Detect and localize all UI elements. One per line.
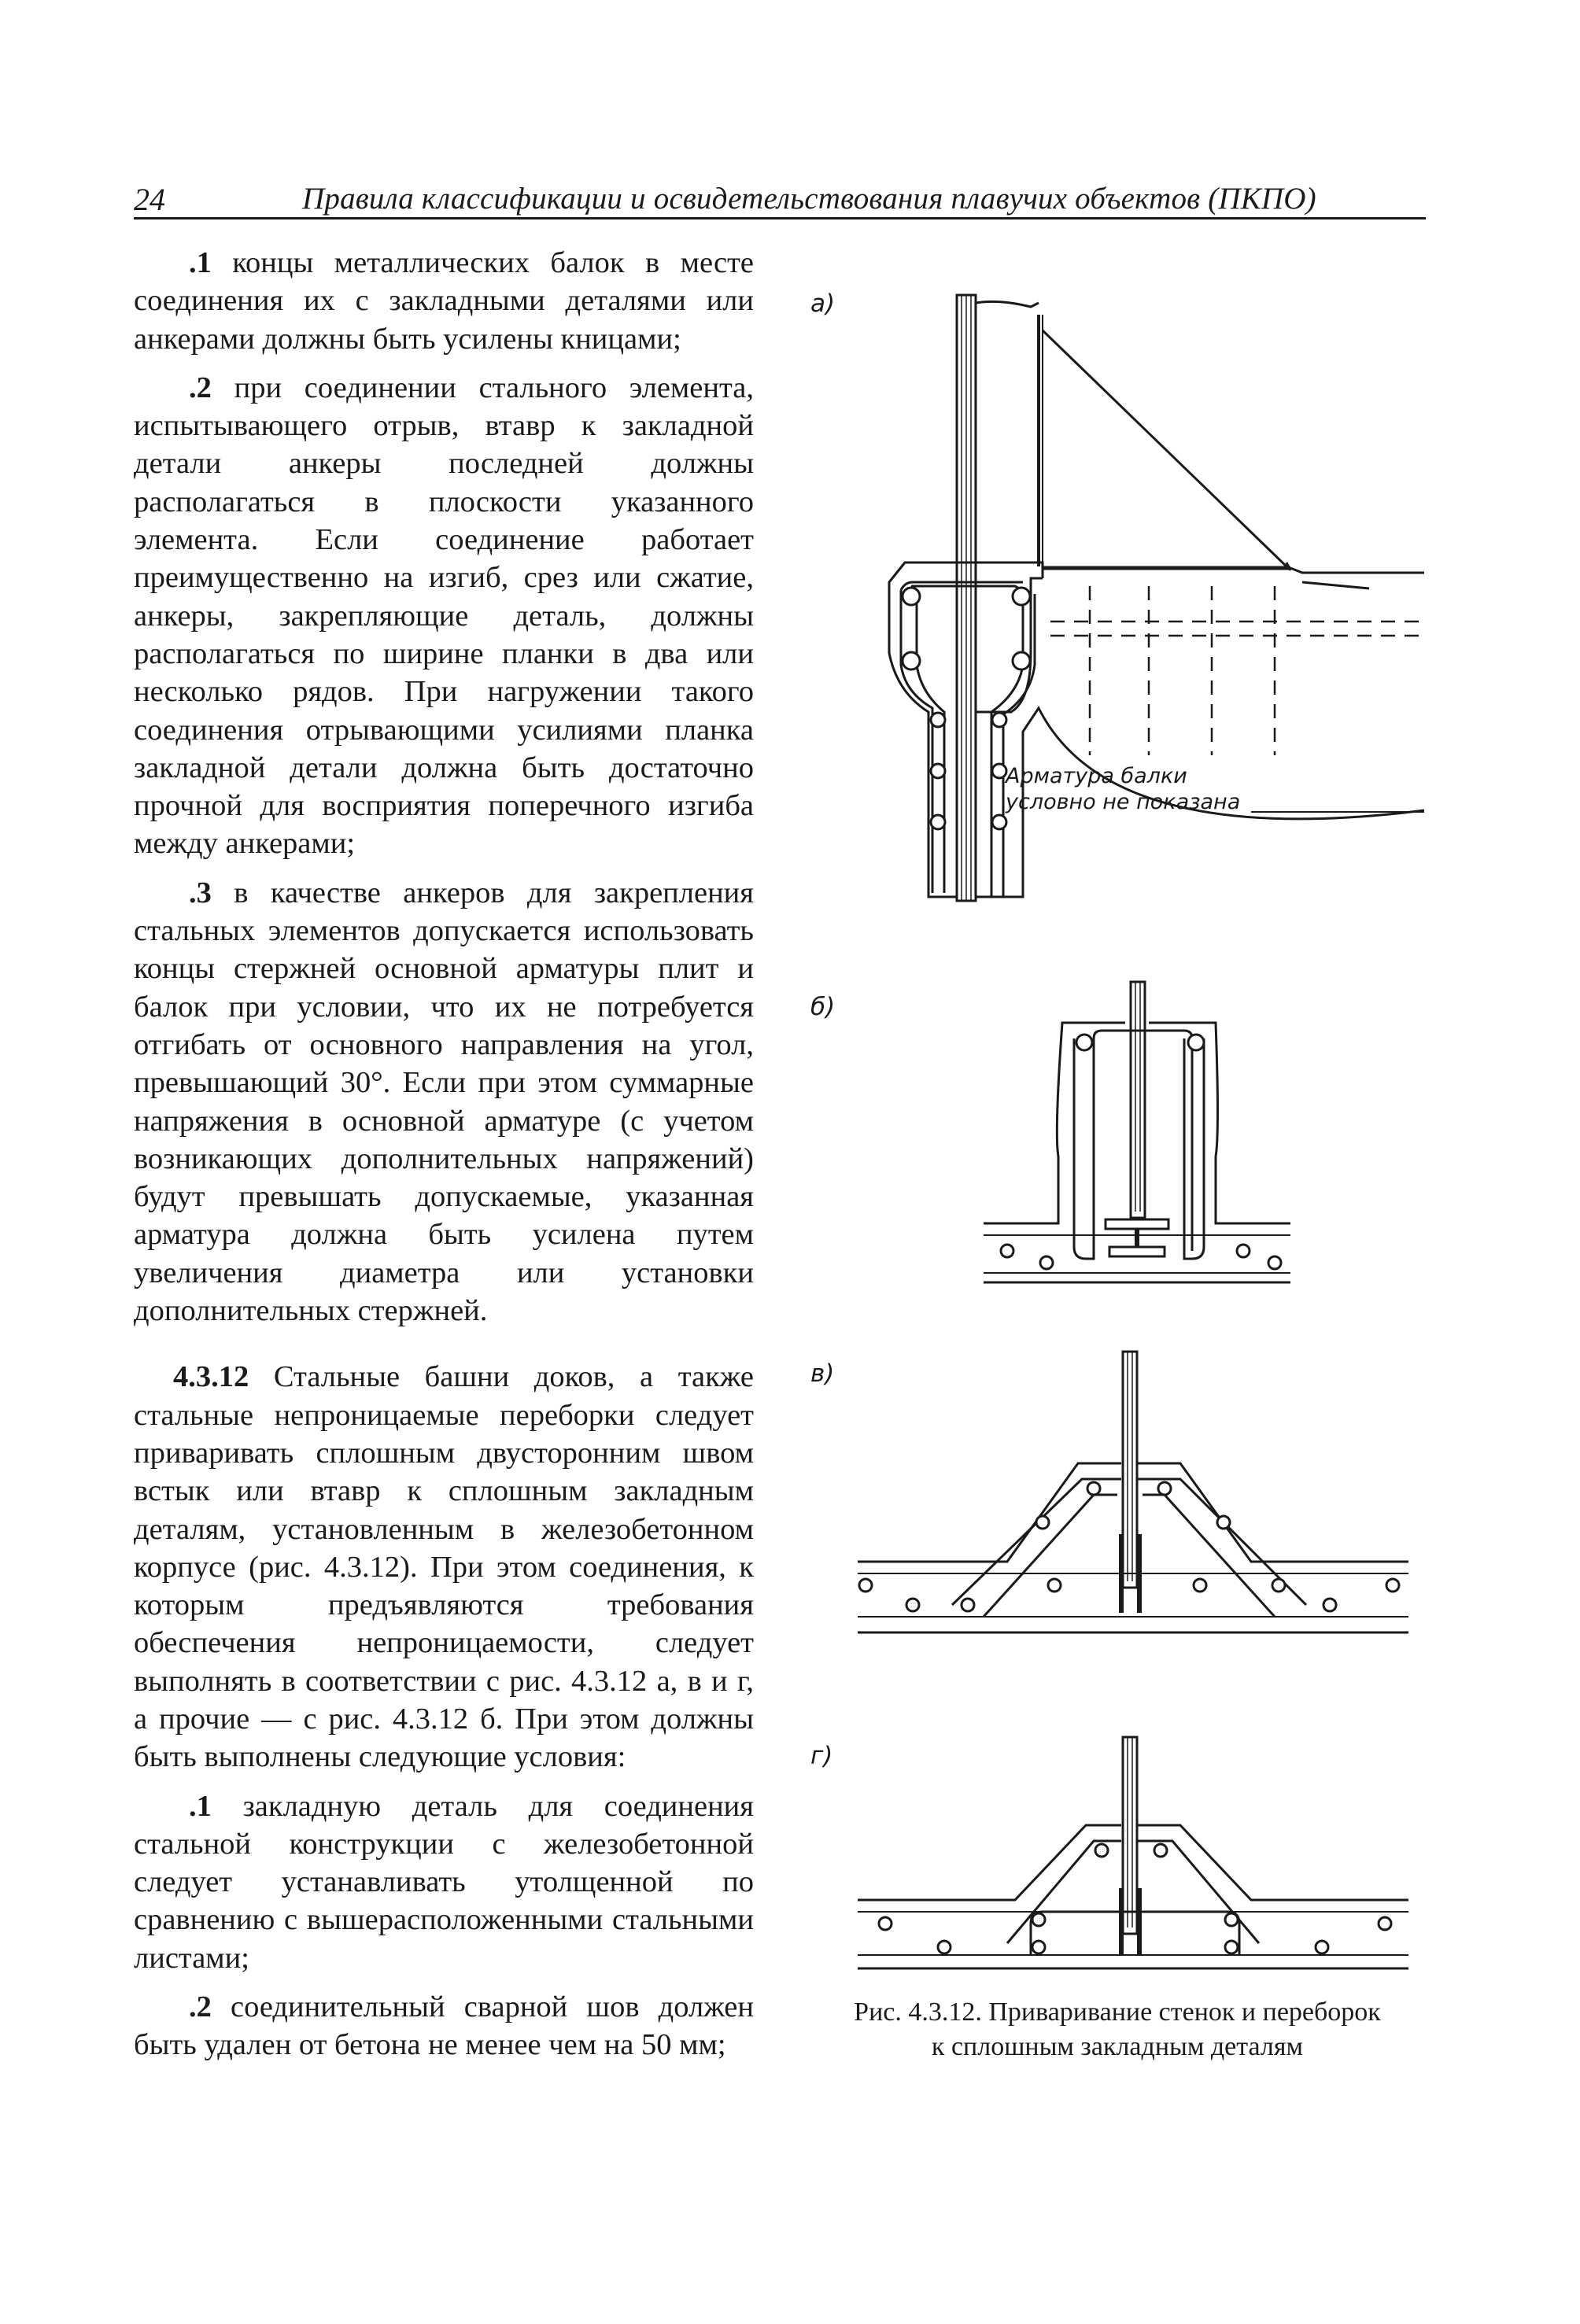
annotation-line2: условно не показана <box>1006 790 1241 814</box>
paragraph <box>134 244 754 358</box>
figure-v-drawing <box>850 1345 1416 1652</box>
paragraph <box>134 1988 754 2064</box>
figure-caption <box>803 1995 1432 2064</box>
item-number: .1 <box>189 246 212 279</box>
text-column <box>134 244 754 2064</box>
paragraph-text: в качестве анкеров для закрепления стальных элементов допускается использовать концы стержней основной арматуры плит и балок при условии, что их не потребуется отгибать от основного направления на угол, превышающий 30°. Если при этом суммарные напряжения в основной арматуре (с учетом возникающих дополнительных напряжений) будут превышать допускаемые, указанная арматура должна быть усилена путем увеличения диаметра или установки дополнительных стержней. <box>134 876 754 1328</box>
figure-label-v: в) <box>810 1359 835 1388</box>
item-number: .2 <box>189 1990 212 2024</box>
running-title: Правила классификации и освидетельствования плавучих объектов (ПКПО) <box>302 182 1316 216</box>
figure-b-drawing <box>976 976 1306 1290</box>
paragraph <box>134 369 754 863</box>
paragraph-text: при соединении стального элемента, испытывающего отрыв, втавр к закладной детали анкеры последней должны располагаться в плоскости указанного элемента. Если соединение работает преимущественно на изгиб, срез или сжатие, анкеры, закрепляющие деталь, должны располагаться по ширине планки в два или несколько рядов. При нагружении такого соединения отрывающими усилиями планка закладной детали должна быть достаточно прочной для восприятия поперечного изгиба между анкерами; <box>134 371 754 861</box>
item-number: .3 <box>189 876 212 909</box>
paragraph-text: концы металлических балок в месте соединения их с закладными деталями или анкерами должны быть усилены кницами; <box>134 246 754 356</box>
annotation-line1: Арматура балки <box>1006 764 1187 788</box>
paragraph-text: соединительный сварной шов должен быть удален от бетона не менее чем на 50 мм; <box>134 1990 754 2062</box>
item-number: .2 <box>189 371 212 404</box>
paragraph <box>134 1358 754 1776</box>
figure-label-a: а) <box>810 290 836 318</box>
paragraph <box>134 1787 754 1977</box>
figure-label-b: б) <box>810 993 836 1021</box>
paragraph-text: закладную деталь для соединения стальной конструкции с железобетонной следует устанавливать утолщенной по сравнению с вышерасположенными стальными листами; <box>134 1789 754 1975</box>
page-number: 24 <box>134 182 165 217</box>
page-header <box>134 179 1426 219</box>
item-number: .1 <box>189 1789 212 1823</box>
figure-g-drawing <box>850 1731 1416 1983</box>
figure-label-g: г) <box>810 1742 833 1770</box>
caption-line2: к сплошным закладным деталям <box>931 2032 1304 2061</box>
paragraph-text: Стальные башни доков, а также стальные непроницаемые переборки следует приваривать сплошным двусторонним швом встык или втавр к сплошным закладным деталям, установленным в железобетонном корпусе (рис. 4.3.12). При этом соединения, к которым предъявляются требования обеспечения непроницаемости, следует выполнять в соответствии с рис. 4.3.12 а, в и г, а прочие — с рис. 4.3.12 б. При этом должны быть выполнены следующие условия: <box>134 1360 754 1774</box>
section-number: 4.3.12 <box>173 1360 249 1394</box>
paragraph <box>134 874 754 1330</box>
caption-line1: Рис. 4.3.12. Приваривание стенок и переборок <box>854 1998 1381 2027</box>
figure-a-drawing <box>873 283 1424 905</box>
